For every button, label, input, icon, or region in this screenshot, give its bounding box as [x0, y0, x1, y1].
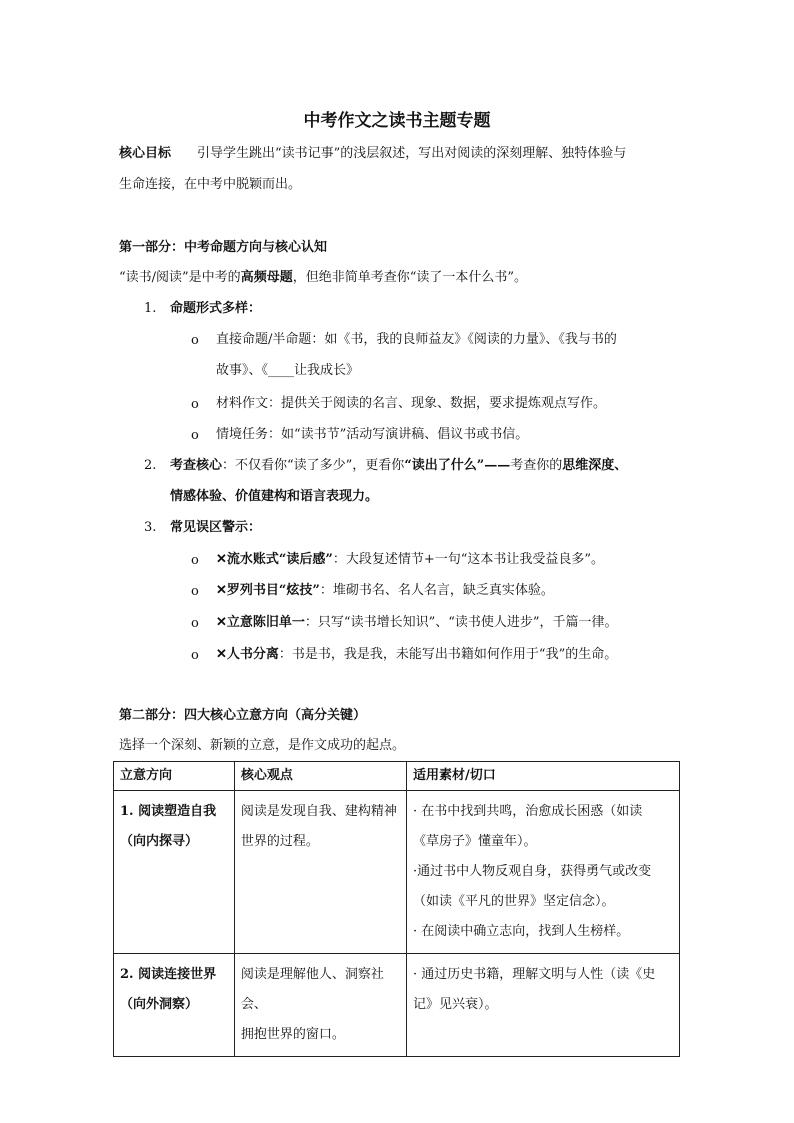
bullet-circle-icon: o — [191, 648, 199, 663]
mistake-text: ：大段复述情节+一句“这本书让我受益良多”。 — [332, 552, 605, 567]
table-header-cell: 适用素材/切口 — [407, 762, 680, 791]
intro-highlight: 高频母题 — [240, 270, 293, 285]
direction-subtitle: （向内探寻） — [120, 834, 199, 849]
table-header-cell: 核心观点 — [234, 762, 406, 791]
direction-cell — [114, 791, 235, 954]
item1-number: 1. — [144, 301, 157, 316]
cross-icon: ✕ — [216, 647, 227, 662]
material-text: （如读《平凡的世界》坚定信念）。 — [413, 894, 615, 909]
item1-bullet3: 情境任务：如“读书节”活动写演讲稿、倡议书或书信。 — [216, 427, 529, 442]
material-text: ·通过书中人物反观自身，获得勇气或改变 — [413, 864, 652, 879]
bullet-circle-icon: o — [191, 584, 199, 599]
mistake-text: ：堆砌书名、名人名言，缺乏真实体验。 — [319, 583, 554, 598]
cross-icon: ✕ — [216, 615, 227, 630]
item2-number: 2. — [144, 458, 157, 473]
material-text: · 在阅读中确立志向，找到人生榜样。 — [413, 924, 630, 939]
view-text: 拥抱世界的窗口。 — [240, 1027, 345, 1042]
bullet-circle-icon: o — [191, 428, 199, 443]
item2-label: 考查核心 — [170, 458, 223, 473]
cross-icon: ✕ — [216, 552, 227, 567]
item1-bullet2: 材料作文：提供关于阅读的名言、现象、数据，要求提炼观点写作。 — [216, 396, 607, 411]
bullet-circle-icon: o — [191, 333, 199, 348]
goal-line-1 — [119, 144, 626, 164]
view-cell — [234, 791, 406, 954]
mistake-1 — [216, 550, 604, 570]
goal-line-2: 生命连接，在中考中脱颖而出。 — [119, 177, 302, 192]
part2-heading: 第二部分：四大核心立意方向（高分关键） — [119, 708, 367, 723]
goal-label: 核心目标 — [119, 146, 172, 161]
part1-intro — [119, 268, 527, 288]
item2-text-c: 考查你的 — [510, 458, 563, 473]
item1-bullet1-line1: 直接命题/半命题：如《书，我的良师益友》《阅读的力量》、《我与书的 — [216, 332, 617, 347]
item2-line1 — [144, 456, 627, 476]
part2-intro: 选择一个深刻、新颖的立意，是作文成功的起点。 — [119, 738, 406, 753]
bullet-circle-icon: o — [191, 397, 199, 412]
materials-cell — [407, 791, 680, 954]
table-header-cell: 立意方向 — [114, 762, 235, 791]
view-text: 世界的过程。 — [240, 834, 319, 849]
item3-heading — [144, 518, 261, 538]
page-title: 中考作文之读书主题专题 — [303, 111, 491, 131]
material-text: 《草房子》懂童年）。 — [413, 834, 537, 849]
item2-text-d: 思维深度、 — [562, 458, 628, 473]
item1-heading — [144, 299, 261, 319]
direction-title: 1. 阅读塑造自我 — [120, 804, 217, 819]
table-row — [114, 954, 680, 1057]
goal-text-1: 引导学生跳出“读书记事”的浅层叙述，写出对阅读的深刻理解、独特体验与 — [197, 146, 627, 161]
item2-line2: 情感体验、价值建构和语言表现力。 — [170, 489, 379, 504]
mistake-label: 罗列书目“炫技” — [226, 583, 320, 598]
intro-text-a: “读书/阅读”是中考的 — [119, 270, 241, 285]
item3-label: 常见误区警示： — [170, 520, 262, 535]
item2-text-a: ：不仅看你“读了多少”，更看你 — [222, 458, 405, 473]
table-row — [114, 791, 680, 954]
bullet-circle-icon: o — [191, 553, 199, 568]
mistake-2 — [216, 581, 554, 601]
material-text: 记》见兴衰）。 — [413, 997, 498, 1012]
table-header-row — [114, 762, 680, 791]
bullet-circle-icon: o — [191, 616, 199, 631]
view-cell — [234, 954, 406, 1057]
material-text: · 通过历史书籍，理解文明与人性（读《史 — [413, 967, 656, 982]
view-text: 阅读是发现自我、建构精神 — [240, 804, 397, 819]
mistake-label: 流水账式“读后感” — [226, 552, 333, 567]
direction-title: 2. 阅读连接世界 — [120, 967, 217, 982]
view-text: 阅读是理解他人、洞察社会、 — [240, 967, 384, 1012]
material-text: · 在书中找到共鸣，治愈成长困惑（如读 — [413, 804, 643, 819]
cross-icon: ✕ — [216, 583, 227, 598]
materials-cell — [407, 954, 680, 1057]
item2-text-b: “读出了什么”—— — [404, 458, 511, 473]
intro-text-c: ，但绝非简单考查你“读了一本什么书”。 — [292, 270, 527, 285]
mistake-text: ：书是书，我是我，未能写出书籍如何作用于“我”的生命。 — [278, 647, 618, 662]
item1-bullet1-line2: 故事》、《____让我成长》 — [216, 363, 360, 378]
item1-label: 命题形式多样： — [170, 301, 262, 316]
direction-subtitle: （向外洞察） — [120, 997, 199, 1012]
mistake-text: ：只写“读书增长知识”、“读书使人进步”，千篇一律。 — [304, 615, 618, 630]
topics-table — [113, 761, 680, 1057]
mistake-3 — [216, 613, 618, 633]
mistake-label: 人书分离 — [226, 647, 279, 662]
mistake-label: 立意陈旧单一 — [226, 615, 305, 630]
direction-cell — [114, 954, 235, 1057]
part1-heading: 第一部分：中考命题方向与核心认知 — [119, 240, 328, 255]
mistake-4 — [216, 645, 617, 665]
item3-number: 3. — [144, 520, 157, 535]
